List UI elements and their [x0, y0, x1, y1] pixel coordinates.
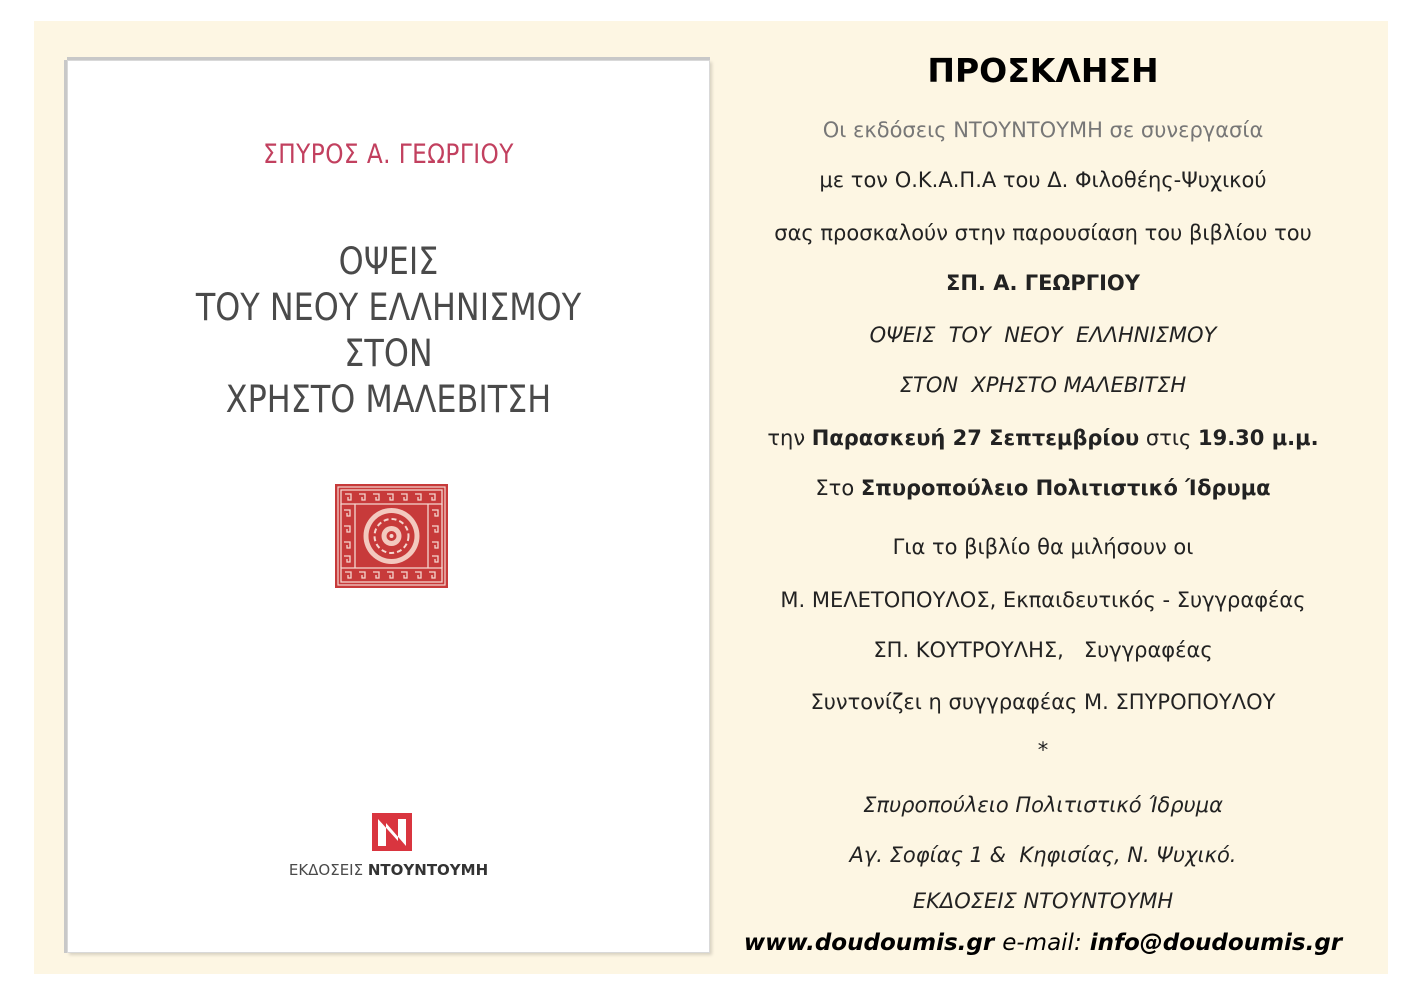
cover-title	[113, 239, 664, 423]
coordinator: Συντονίζει η συγγραφέας Μ. ΣΠΥΡΟΠΟΥΛΟΥ	[810, 690, 1276, 714]
date-prefix: την	[767, 426, 806, 450]
cover-author: ΣΠΥΡΟΣ Α. ΓΕΩΡΓΙΟΥ	[263, 139, 514, 170]
contact-line	[700, 930, 1386, 956]
venue-prefix: Στο	[815, 476, 855, 500]
invitation-heading: ΠΡΟΣΚΛΗΣΗ	[927, 51, 1159, 90]
cover-title-line: ΣΤΟΝ	[344, 332, 433, 375]
event-time: 19.30 μ.μ.	[1197, 426, 1319, 450]
cover-title-line: ΧΡΗΣΤΟ ΜΑΛΕΒΙΤΣΗ	[225, 378, 552, 421]
event-venue: Σπυροπούλειο Πολιτιστικό Ίδρυμα	[860, 476, 1271, 500]
address-venue: Σπυροπούλειο Πολιτιστικό Ίδρυμα	[863, 793, 1223, 817]
publisher-n-logo-icon	[372, 813, 412, 851]
book-cover	[67, 60, 710, 953]
invitation-line3: σας προσκαλούν στην παρουσίαση του βιβλίου του	[774, 221, 1312, 245]
speakers-intro: Για το βιβλίο θα μιλήσουν οι	[892, 535, 1194, 559]
website-link[interactable]: www.doudoumis.gr	[743, 930, 995, 956]
cover-title-line: ΤΟΥ ΝΕΟΥ ΕΛΛΗΝΙΣΜΟΥ	[195, 286, 582, 329]
invitation-line1: Οι εκδόσεις ΝΤΟΥΝΤΟΥΜΗ σε συνεργασία	[822, 118, 1264, 142]
invitation-book-title-1: ΟΨΕΙΣ ΤΟΥ ΝΕΟΥ ΕΛΛΗΝΙΣΜΟΥ	[869, 323, 1217, 347]
time-prefix: στις	[1145, 426, 1192, 450]
cover-publisher	[68, 861, 709, 879]
speaker-2: ΣΠ. ΚΟΥΤΡΟΥΛΗΣ, Συγγραφέας	[873, 638, 1213, 662]
meander-rosette-emblem-icon	[335, 484, 448, 588]
address-publisher: ΕΚΔΟΣΕΙΣ ΝΤΟΥΝΤΟΥΜΗ	[912, 889, 1174, 913]
invitation-venue-line	[700, 476, 1386, 500]
event-date: Παρασκευή 27 Σεπτεμβρίου	[811, 426, 1140, 450]
address-street: Αγ. Σοφίας 1 & Κηφισίας, Ν. Ψυχικό.	[849, 843, 1237, 867]
cover-publisher-name: ΝΤΟΥΝΤΟΥΜΗ	[367, 861, 489, 879]
invitation-date-line	[700, 426, 1386, 450]
cover-publisher-prefix: ΕΚΔΟΣΕΙΣ	[288, 861, 364, 879]
speaker-1: Μ. ΜΕΛΕΤΟΠΟΥΛΟΣ, Εκπαιδευτικός - Συγγραφέας	[780, 588, 1306, 612]
email-link[interactable]: info@doudoumis.gr	[1089, 930, 1343, 956]
email-label: e-mail:	[1002, 930, 1082, 956]
separator-asterisk: *	[1037, 738, 1049, 762]
invitation-book-title-2: ΣΤΟΝ ΧΡΗΣΤΟ ΜΑΛΕΒΙΤΣΗ	[899, 373, 1187, 397]
invitation-author: ΣΠ. Α. ΓΕΩΡΓΙΟΥ	[946, 271, 1140, 295]
invitation-line2: με τον Ο.Κ.Α.Π.Α του Δ. Φιλοθέης-Ψυχικού	[819, 168, 1267, 192]
cover-title-line: ΟΨΕΙΣ	[338, 240, 439, 283]
